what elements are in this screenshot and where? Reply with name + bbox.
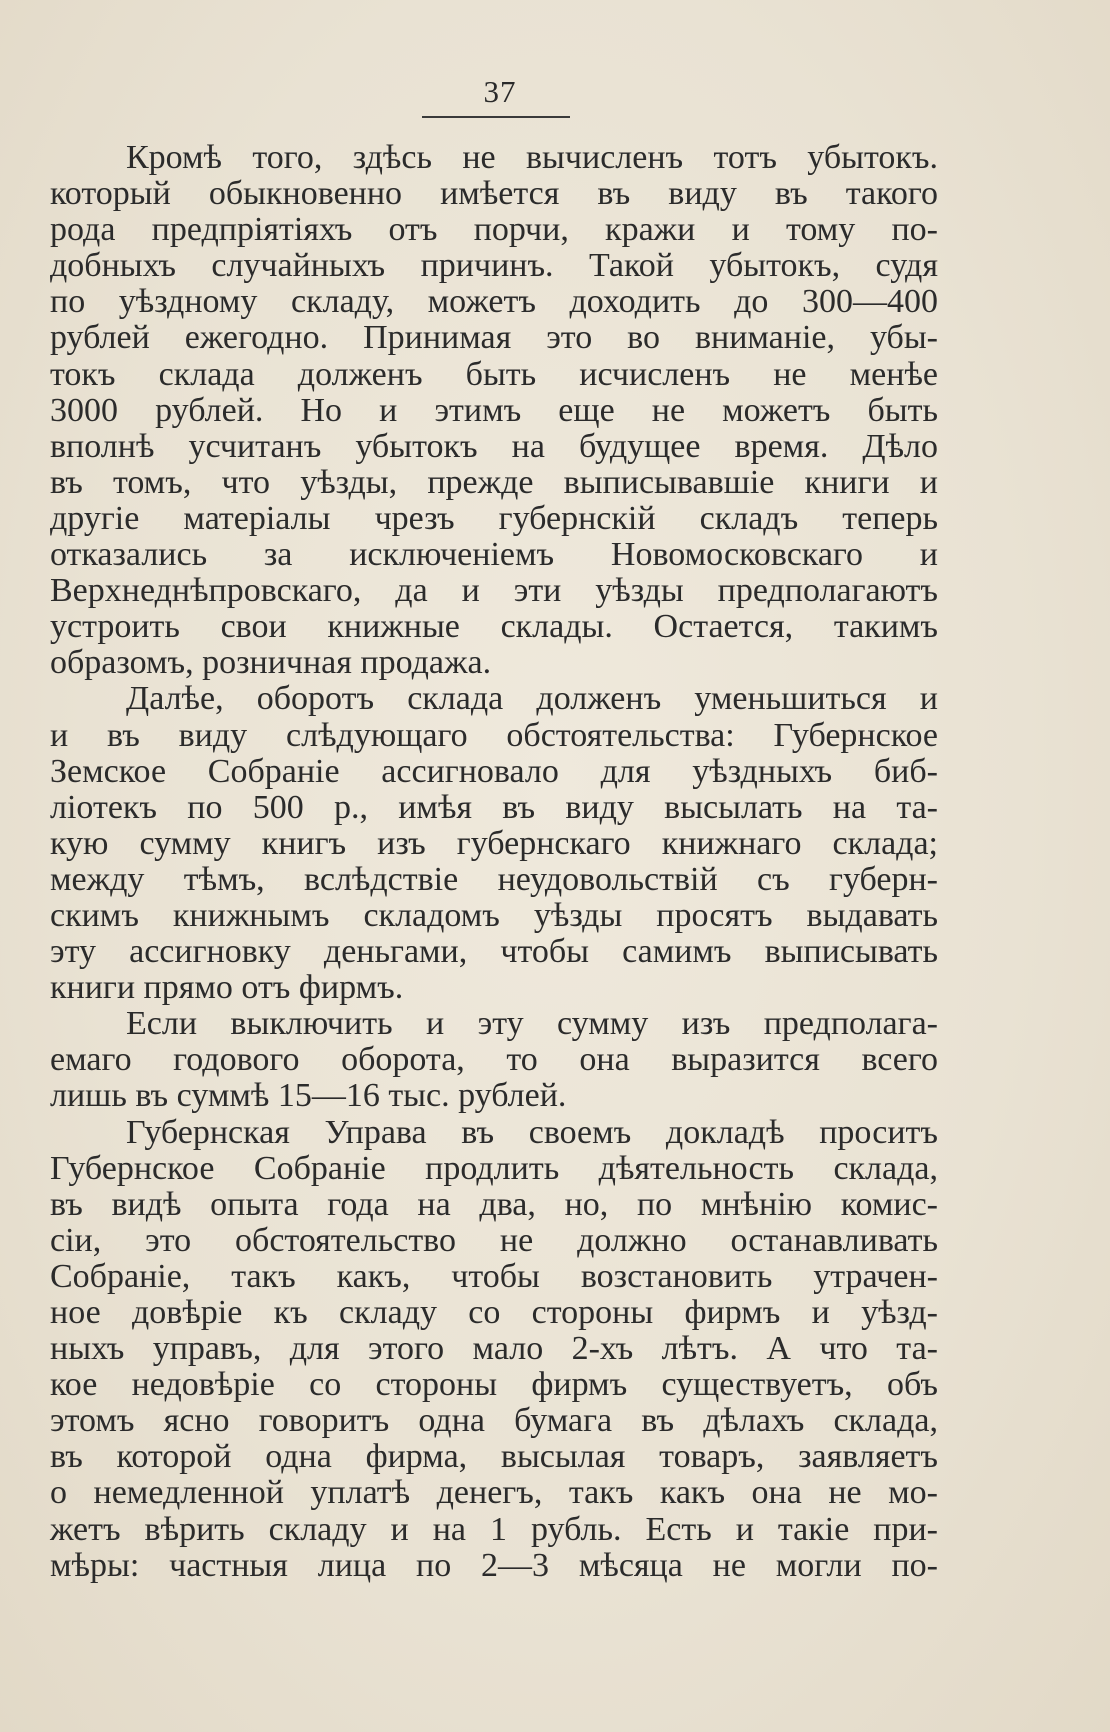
text-line: ныхъ управъ, для этого мало 2-хъ лѣтъ. А что та- — [50, 1330, 938, 1368]
text-line: и въ виду слѣдующаго обстоятельства: Губернское — [50, 716, 938, 754]
text-line: ное довѣріе къ складу со стороны фирмъ и уѣзд- — [50, 1294, 938, 1331]
text-line: который обыкновенно имѣется въ виду въ такого — [50, 175, 938, 213]
text-line: въ которой одна фирма, высылая товаръ, заявляетъ — [50, 1438, 938, 1476]
page-number-rule — [422, 116, 570, 118]
text-line: Губернское Собраніе продлить дѣятельность склада, — [50, 1149, 938, 1187]
text-line: кое недовѣріе со стороны фирмъ существуетъ, объ — [50, 1366, 938, 1404]
text-line: Далѣе, оборотъ склада долженъ уменьшиться и — [126, 680, 938, 718]
text-line: между тѣмъ, вслѣдствіе неудовольствій съ губерн- — [50, 860, 938, 898]
text-line: Кромѣ того, здѣсь не вычисленъ тотъ убытокъ. — [126, 139, 938, 176]
text-line: по уѣздному складу, можетъ доходить до 300—400 — [50, 283, 938, 321]
text-line: Губернская Управа въ своемъ докладѣ проситъ — [126, 1113, 938, 1151]
paragraph — [50, 140, 938, 681]
text-line: лишь въ суммѣ 15—16 тыс. рублей. — [50, 1077, 567, 1115]
text-line: рода предпріятіяхъ отъ порчи, кражи и тому по- — [50, 211, 938, 249]
text-line: образомъ, розничная продажа. — [50, 644, 492, 682]
text-line: скимъ книжнымъ складомъ уѣзды просятъ выдавать — [50, 896, 938, 934]
text-line: въ томъ, что уѣзды, прежде выписывавшіе книги и — [50, 463, 938, 501]
text-line: добныхъ случайныхъ причинъ. Такой убытокъ, судя — [50, 247, 938, 285]
text-line: Верхнеднѣпровскаго, да и эти уѣзды предполагаютъ — [50, 572, 938, 610]
paragraph — [50, 681, 938, 1006]
text-line: книги прямо отъ фирмъ. — [50, 969, 404, 1007]
text-line: ліотекъ по 500 р., имѣя въ виду высылать на та- — [50, 788, 938, 826]
text-line: въ видѣ опыта года на два, но, по мнѣнію комис- — [50, 1185, 938, 1223]
text-line: другіе матеріалы чрезъ губернскій складъ теперь — [50, 499, 938, 537]
text-line: Земское Собраніе ассигновало для уѣздныхъ биб- — [50, 752, 938, 790]
text-line: этомъ ясно говоритъ одна бумага въ дѣлахъ склада, — [50, 1402, 938, 1440]
text-line: емаго годового оборота, то она выразится всего — [50, 1041, 938, 1079]
text-line: жетъ вѣрить складу и на 1 рубль. Есть и такіе при- — [50, 1510, 938, 1548]
text-line: токъ склада долженъ быть исчисленъ не менѣе — [50, 355, 938, 393]
text-line: эту ассигновку деньгами, чтобы самимъ выписывать — [50, 933, 938, 971]
paragraph — [50, 1115, 938, 1584]
page-number: 37 — [483, 74, 517, 109]
text-line: Если выключить и эту сумму изъ предполага- — [126, 1005, 938, 1043]
paragraph — [50, 1006, 938, 1114]
text-line: Собраніе, такъ какъ, чтобы возстановить утрачен- — [50, 1257, 938, 1295]
text-line: мѣры: частныя лица по 2—3 мѣсяца не могли по- — [50, 1546, 938, 1584]
text-line: 3000 рублей. Но и этимъ еще не можетъ быть — [50, 391, 938, 429]
text-line: вполнѣ усчитанъ убытокъ на будущее время. Дѣло — [50, 427, 938, 465]
text-line: устроить свои книжные склады. Остается, такимъ — [50, 608, 938, 646]
text-line: о немедленной уплатѣ денегъ, такъ какъ она не мо- — [50, 1474, 938, 1512]
text-line: рублей ежегодно. Принимая это во вниманіе, убы- — [50, 319, 938, 357]
text-line: отказались за исключеніемъ Новомосковскаго и — [50, 536, 938, 574]
text-line: сіи, это обстоятельство не должно останавливать — [50, 1221, 938, 1259]
text-body — [50, 140, 938, 1584]
text-line: кую сумму книгъ изъ губернскаго книжнаго склада; — [50, 824, 938, 862]
